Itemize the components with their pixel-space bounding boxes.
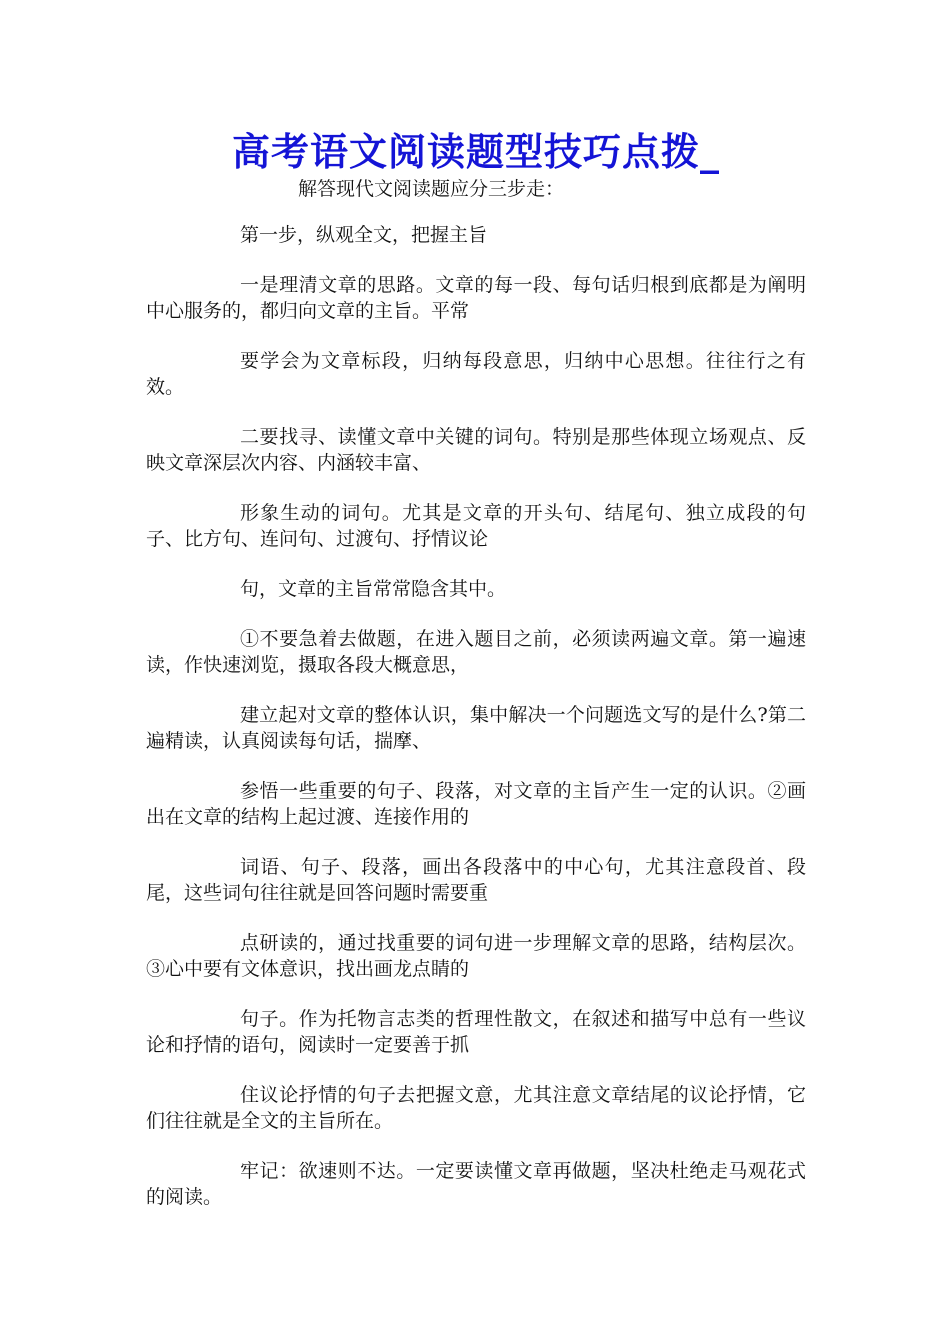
paragraph: 形象生动的词句。尤其是文章的开头句、结尾句、独立成段的句子、比方句、连问句、过渡句、抒情议论 bbox=[146, 502, 806, 550]
paragraph: 建立起对文章的整体认识，集中解决一个问题选文写的是什么?第二遍精读，认真阅读每句话，揣摩、 bbox=[146, 704, 806, 752]
paragraph: 句，文章的主旨常常隐含其中。 bbox=[240, 578, 507, 600]
paragraph: 住议论抒情的句子去把握文意，尤其注意文章结尾的议论抒情，它们往往就是全文的主旨所在。 bbox=[146, 1084, 806, 1132]
paragraph: 词语、句子、段落，画出各段落中的中心句，尤其注意段首、段尾，这些词句往往就是回答问题时需要重 bbox=[146, 856, 806, 904]
paragraph-closing-reminder: 牢记：欲速则不达。一定要读懂文章再做题，坚决杜绝走马观花式的阅读。 bbox=[146, 1160, 806, 1208]
paragraph: ①不要急着去做题，在进入题目之前，必须读两遍文章。第一遍速读，作快速浏览，摄取各段大概意思， bbox=[146, 628, 806, 676]
paragraph: 二要找寻、读懂文章中关键的词句。特别是那些体现立场观点、反映文章深层次内容、内涵较丰富、 bbox=[146, 426, 806, 474]
document-title: 高考语文阅读题型技巧点拨_ bbox=[231, 129, 720, 174]
paragraph: 点研读的，通过找重要的词句进一步理解文章的思路，结构层次。③心中要有文体意识，找出画龙点睛的 bbox=[146, 932, 806, 980]
paragraph: 一是理清文章的思路。文章的每一段、每句话归根到底都是为阐明中心服务的，都归向文章的主旨。平常 bbox=[146, 274, 806, 322]
document-subtitle: 解答现代文阅读题应分三步走： bbox=[298, 178, 565, 200]
document-page bbox=[146, 128, 806, 1210]
paragraph: 句子。作为托物言志类的哲理性散文，在叙述和描写中总有一些议论和抒情的语句，阅读时一定要善于抓 bbox=[146, 1008, 806, 1056]
paragraph: 要学会为文章标段，归纳每段意思，归纳中心思想。往往行之有效。 bbox=[146, 350, 806, 398]
paragraph: 参悟一些重要的句子、段落，对文章的主旨产生一定的认识。②画出在文章的结构上起过渡、连接作用的 bbox=[146, 780, 806, 828]
paragraph-step-one: 第一步，纵观全文，把握主旨 bbox=[240, 224, 488, 246]
